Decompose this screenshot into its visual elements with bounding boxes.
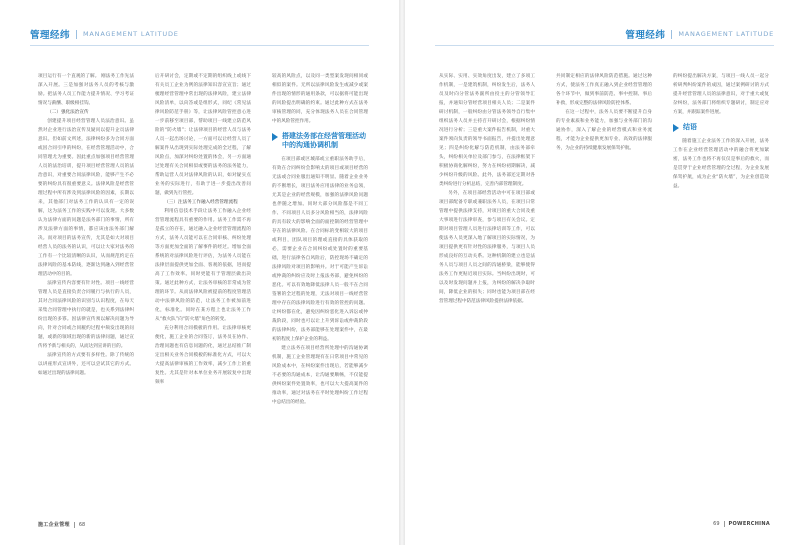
body-paragraph: 利用信息技术手段让法务工作融入企业经营管理流程具有重要的作用。法务工作需不再是孤立的存在，通过融入企业经营管理流程的方式，法务人员能可以在合同审核、纠纷处理等方面更加全面的了解事件的经过。增加全面系统的对法律风险进行评估，为法务人员能在法律层面提供更加全面、客观的依据，进而提高了工作效率。同时更能有于管理层做出决策。通过此种方式，让法务审核的非常成为管理的环节。从而法律风险被提前的程度管理活动中法律风险的防范，让法务工作被加前进化，标准化。同时在某方程上也让法务工作从“救火队”向“防火墙”角色的转变。 — [155, 209, 251, 322]
left-footer-magazine: 施工企业管理 — [38, 522, 70, 528]
body-paragraph: 法律宣传的方式要有多样性。除了传统的以讲座形式宣讲外，还可以尝试其它的方式。如通过出现的法律问题。 — [38, 353, 134, 376]
body-paragraph: 创建提升项目经营管理人员法治意识。虽然对企业进行法治宣传及疑问以提升企员法律意识。但如前文所述，法律纠纷多为合同方面或因合同引申的纠纷，在经营管理活动中，合同管理尤为重要。因此重点加强项目经营管理人员的法治培训，提升项目经营管理人员的法治意识，对重要合同法律风险，能够产生不必要的纠纷具有很重要意义。法律风险是经营管理过程中所有涉及到法律风险的因素，长期以来，其他部门对法务工作的认识有一定的误解，这为法务工作的实践中可以发现。大多数认为法律方面的问题是法务部门的事情，所有涉及法律方面的事情，都应该由法务部门解决。而对项目的法务宣传，尤其是如大对项目经营人员的法务的认识，可以让大家对法务的工作有一个比较清晰的认识，从而规范约定在法律风险的基本防线，逐渐达到融入到经营管理活动中的目的。 — [38, 119, 134, 277]
section-heading-text: 结语 — [683, 123, 697, 131]
body-paragraph: 的纠纷提出解决方案，与项目一线人员一起分析研判纠纷案件的成因，通过案例研讨的方式提升经营管理人员的法律意识，对于重大或复杂纠纷，法务部门将组织专题研讨，制定应对方案，并跟踪案件进展。 — [673, 74, 769, 115]
body-paragraph: 在项目部或区城部或立重职法务助手后，有效在合同纠纷会影响太的项目或项目经营的无法或合同业服出通知不明显。随着企业业务的不断增长，项目法务应用法律的业务总领，尤其是企业的经营规模，加强的法律风险问题也伴随之增加。同时大部分风险都是不同工作、不同项目人员多分风险相当的，法律风险的具有较大的影响全面的面控制的经营管理中存在的法律风险。在合同标的变相较大的项目或利目，团队项目的理或直接的具体获取的必，需要企业在合同纠纷或处置时的重要基础，进行法律各自风险后，防控现场不确定的法律风险对项目的影响并。对于可能产生诉讼或仲裁的纠纷应及时上报法务部，避免纠纷的恶化。可以有效地降低法律人员一般不在合同签署的全过程的处理，无法对项目一线经营管理中存在的法律风险进行有效的管控的问题。让纠纷都在化，避免因纠纷恶化进入诉讼或仲裁阶段，同时也可以让上升到诉讼或仲裁阶段的法律纠纷，法务部能够在处理案件中，在最初的程度上保护企业的利益。 — [272, 157, 368, 342]
left-header-title: 管理经纬 — [30, 30, 71, 41]
right-header-rule — [435, 45, 774, 46]
right-header-title: 管理经纬 — [625, 30, 666, 41]
section-heading-text: 搭建法务部在经营管理活动中的沟通协调机制 — [282, 132, 366, 149]
left-header — [30, 27, 179, 41]
body-paragraph: 另外，在项目部经营活动中可在项目部或项目部配备专职或兼职法务人员，在项目日常管理中提供法律支持，对项目的重大合同及重大事项进行法律审查，参与项目有关会议。定期对项目管理人员进行法律培训等工作，可以使法务人员更深入地了解项目的实际情况，为项目提供更有针对性的法律服务，与项目人员形成良好的互动关系。这种机制的建立也是法务人员与项目人员之间的沟通桥梁，能够使得法务工作更贴近项目实际。当纠纷出现时，可以及时发现问题并上报，为纠纷的解决争取时间，降低企业的损失；同时也能为项目部在经营管理过程中防范法律风险提供法律依据。 — [439, 191, 535, 304]
right-column-1 — [439, 72, 535, 502]
right-column-2 — [556, 72, 652, 502]
body-paragraph: 从实际、实用、实效角度出发，建立了多项工作机制，一是建筑机制，纠纷发生后，法务人员及时向分管法务副所由投主的分管领导汇报，并通知分管经营项目相关人员；二是案件研讨机制，一般纠纷由分管法务领导自行集中组织法务人员并主持召开研讨会，根据纠纷情况进行分析；三是重大案件报告机制，对重大案件须向负责的领导书面报告，并提出处理意见；四是纠纷化解与防范机制，由法务部牵头，纠纷相关单位及部门参与，在法律框架下积极协商化解纠纷，努力在纠纷初期解决，减少纠纷升级的风险。此外，法务部还定期对各类纠纷进行分析总结，完善内部管理制度。 — [439, 74, 535, 187]
body-paragraph: 项目运行有一个直观的了解。 刚法务工作先法深入开展。三是加强对法务人员的考核与激励。把法务人员工作能力提升情况、学习考证情况与薪酬、职级相挂钩。 — [38, 74, 134, 106]
body-paragraph: 法律宣传内容要有针对性。项目一线经营管理人员是直接负责合同履行与执行的人员，其对合同法律风险的识别与认识程度，在每天采集合同管理中执行的就是，也关系到法律纠纷出现的多寡。因法律宣传须以解决问题为导向，针对合同或合同履约过程中频发出现的问题，或新的领域出现的新的法律问题，通过宣传将予新与相关的，从而达到宣讲的目的。 — [38, 281, 134, 349]
triangle-bullet-icon — [673, 124, 679, 132]
right-footer-divider — [724, 521, 725, 527]
left-header-rule — [30, 45, 369, 46]
subsection-heading: （三）注法务工作融入经营管理流程 — [164, 200, 238, 205]
body-paragraph: 建立法务在项目经营所处理中的沟通协调机制，施工企业管理现有在日常项目中常见的风险成本中，在纠纷案件出现后，若能够减少不必要的沟通成本，让沟通要顺畅，不仅能提供纠纷案件处置效率，也可以大大提高案件的推动率，通过对法务在平时处理纠纷工作过程中总结出的经验。 — [272, 346, 368, 405]
section-heading — [272, 132, 368, 150]
right-column-3 — [673, 72, 769, 502]
right-columns — [439, 72, 769, 502]
left-footer — [38, 521, 85, 528]
subsection-heading: （二）强化法治宣传 — [47, 110, 89, 115]
left-column-3 — [272, 72, 368, 502]
body-paragraph: 共同制定相应的法律风险防范措施。通过这种方式，使法务工作真正融入到企业经营管理的各个环节中，做到事前防范、事中控制、事后补救，形成完整的法律风险防控体系。 — [556, 74, 652, 106]
left-column-2 — [155, 72, 251, 502]
right-header-subtitle: MANAGEMENT LATITUDE — [678, 30, 774, 38]
left-page — [0, 0, 399, 545]
right-footer — [713, 521, 770, 527]
section-heading — [673, 123, 769, 132]
left-header-divider — [76, 30, 77, 39]
body-paragraph: 随着施工企业法务工作的深入开展，法务工作在企业经营管理活动中的融合将更加紧密，法务工作也将不再仅仅是事后的救火，而是贯穿于企业经营管理的全过程，为企业发展保驾护航，成为企业“防火墙”，为企业创造效益。 — [673, 139, 769, 189]
right-page — [405, 0, 804, 545]
body-paragraph: 较高的风险点，以及同一类型案发现问相同或相似的案件。无所以法律风险发生或减少或案件出现的情形的通用条款，可以据将可能出现的风险提出明确的约束。通过此种方式在法务审核管理的同，充分体现法务人员在合同管理中的风险管控作用。 — [272, 74, 368, 124]
body-paragraph: 在这一过程中，法务人员要不断提升自身的专业素质和业务能力，加强与业务部门的沟通协作，深入了解企业的经营模式和业务流程，才能为企业提供更加专业、高效的法律服务，为企业的持续健康发展保驾护航。 — [556, 110, 652, 151]
left-columns — [38, 72, 368, 502]
left-page-number: 68 — [78, 521, 86, 528]
left-footer-divider — [74, 522, 75, 528]
right-page-number: 69 — [713, 521, 720, 527]
left-header-subtitle: MANAGEMENT LATITUDE — [83, 30, 179, 38]
body-paragraph: 后开研讨会，定期或不定期的组织线上或线下有关员工企业为例的法律知识容宣宣旨；通过梳理经营管理中常出现的法律风险，建立法律风险清单，以向答或是组形式，同纪《常见法律风险防范手册》等，让法律风险管控意心进一步前移至项目部，帮助项目一线建立防范风险的“防火墙”；让法律项目的经营人员与法务人员一起出场讨论，一方面可以让经营人员了解案件从出现到实际处理完成的全过程，了解风险点，加深对纠纷处置的体会，另一方面通过处理有关合同相似或要的法务的法务能力，帮助运营人员对法律风险的认识，如对疑实点业务的实际进行，有助于进一步提出改善问题，做到先行管控。 — [155, 74, 251, 196]
right-header-divider — [671, 30, 672, 39]
right-footer-magazine: POWERCHINA — [728, 521, 770, 527]
triangle-bullet-icon — [272, 133, 278, 141]
right-header — [625, 27, 774, 41]
left-column-1 — [38, 72, 134, 502]
body-paragraph: 充分利用合同模板的作用。让法律审核更便化，施工企业的合同签订，法务员在协作、治理问题也有信息问题的化，通过总结推广制定出相关业务合同模板的标准化方式，可以大大提高法律审核的工作效率，减少工作上的重复性。尤其是针对本单位业务开展较复中出现频率 — [155, 326, 251, 385]
